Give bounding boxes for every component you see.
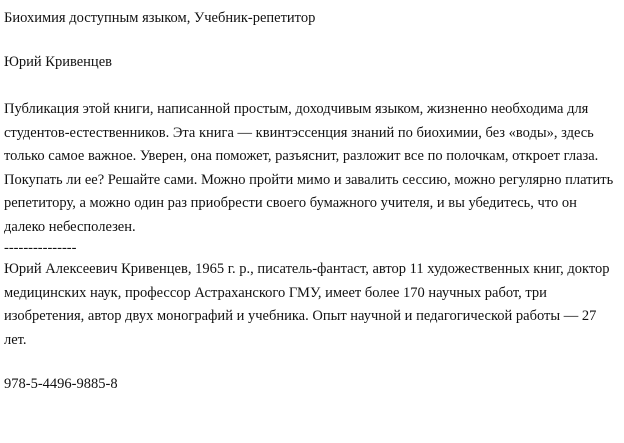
page-title: Биохимия доступным языком, Учебник-репетитор [4,10,316,26]
book-description: Публикация этой книги, написанной простым, доходчивым языком, жизненно необходима для студентов-естественников. Эта книга — квинтэссенция знаний по биохимии, без «воды», здесь только самое важное. Уверен, она поможет, разъяснит, разложит все по полочкам, откроет глаза. Покупать ли ее? Решайте сами. Можно пройти мимо и завалить сессию, можно регулярно платить репетитору, а можно один раз приобрести своего бумажного учителя, и вы убедитесь, что он далеко небесполезен. [4,101,614,235]
author-biography: Юрий Алексеевич Кривенцев, 1965 г. р., писатель-фантаст, автор 11 художественных книг, доктор медицинских наук, профессор Астраханского ГМУ, имеет более 170 научных работ, три изобретения, автор двух монографий и учебника. Опыт научной и педагогической работы — 27 лет. [4,261,610,348]
section-separator: --------------- [4,240,77,256]
author-name: Юрий Кривенцев [4,54,112,70]
isbn-number: 978-5-4496-9885-8 [4,376,118,392]
